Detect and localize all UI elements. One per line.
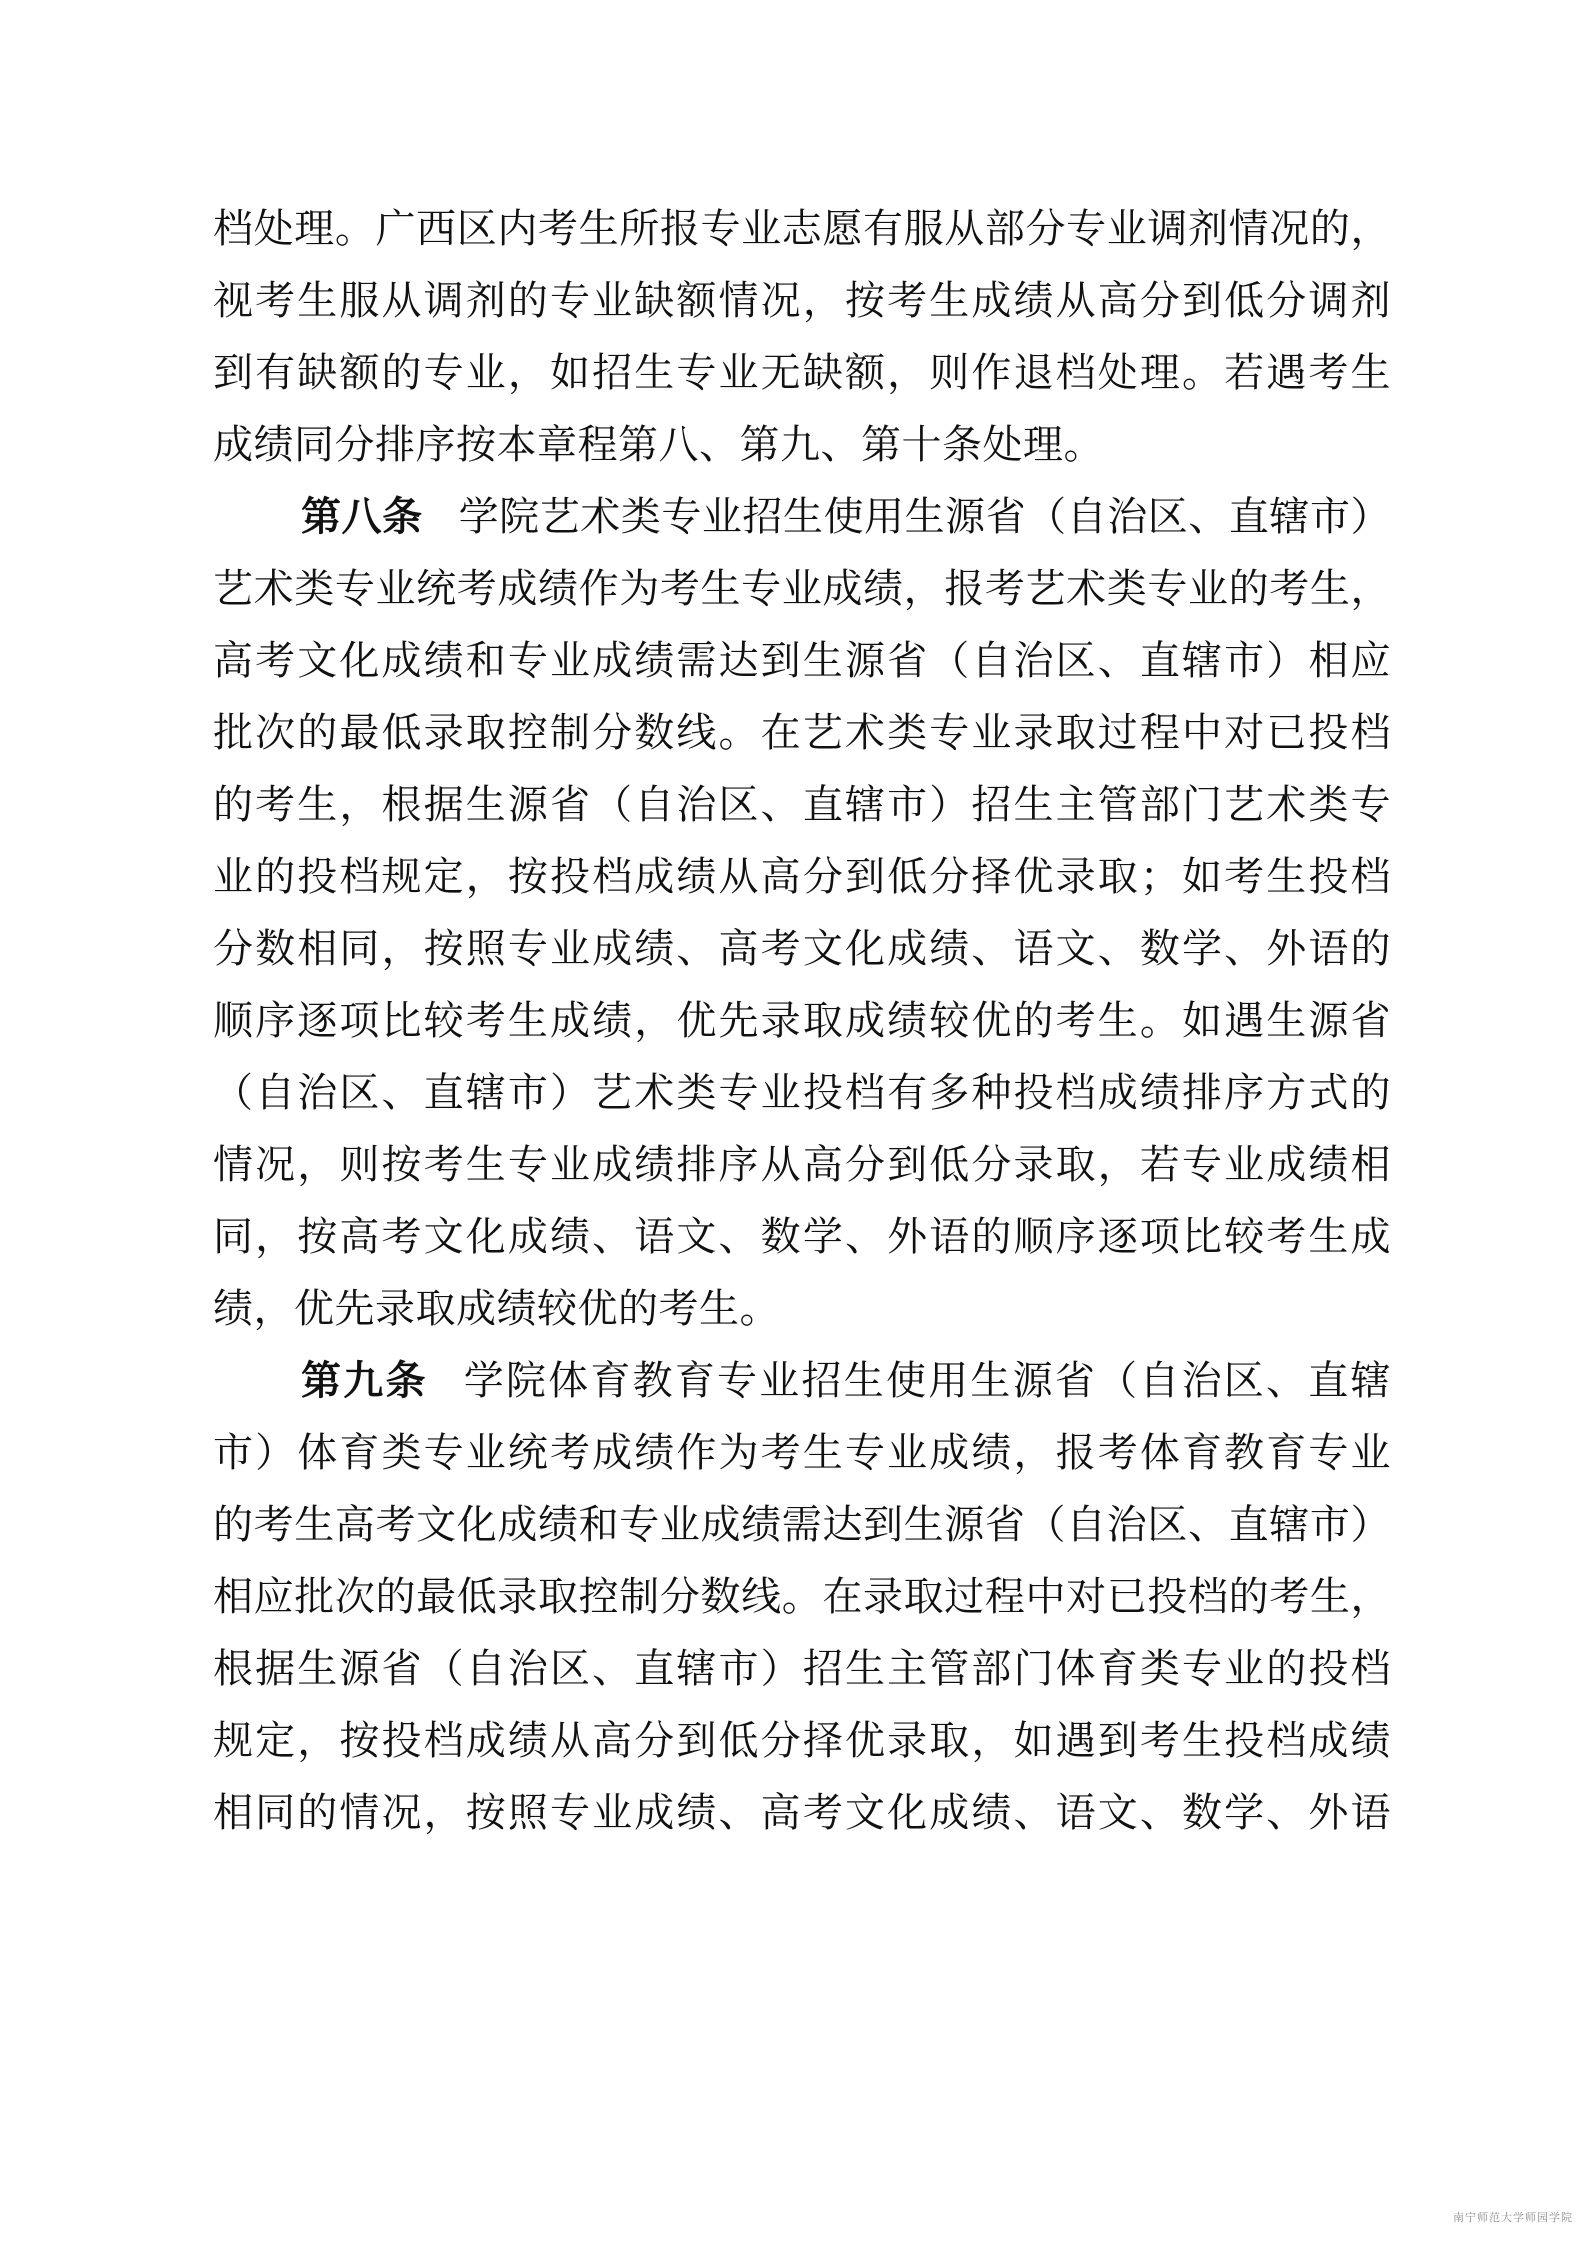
article-8-line-1 bbox=[301, 493, 1391, 541]
paragraph-1-line-4: 成绩同分排序按本章程第八、第九、第十条处理。 bbox=[213, 422, 1104, 468]
article-8-heading: 第八条 bbox=[301, 493, 423, 540]
paragraph-1-line-3: 到有缺额的专业，如招生专业无缺额，则作退档处理。若遇考生 bbox=[213, 350, 1391, 396]
article-9-line-2: 市）体育类专业统考成绩作为考生专业成绩，报考体育教育专业 bbox=[213, 1430, 1391, 1476]
article-8-line-5: 的考生，根据生源省（自治区、直辖市）招生主管部门艺术类专 bbox=[213, 782, 1391, 828]
article-9-line-7: 相同的情况，按照专业成绩、高考文化成绩、语文、数学、外语 bbox=[213, 1790, 1391, 1836]
article-8-line-9: （自治区、直辖市）艺术类专业投档有多种投档成绩排序方式的 bbox=[213, 1070, 1391, 1116]
article-8-line-11: 同，按高考文化成绩、语文、数学、外语的顺序逐项比较考生成 bbox=[213, 1214, 1391, 1260]
paragraph-1-line-2: 视考生服从调剂的专业缺额情况，按考生成绩从高分到低分调剂 bbox=[213, 278, 1391, 324]
article-9-line-1 bbox=[301, 1357, 1391, 1405]
article-8-line-12: 绩，优先录取成绩较优的考生。 bbox=[213, 1286, 780, 1332]
article-8-line-4: 批次的最低录取控制分数线。在艺术类专业录取过程中对已投档 bbox=[213, 710, 1391, 756]
article-8-line-2: 艺术类专业统考成绩作为考生专业成绩，报考艺术类专业的考生， bbox=[213, 566, 1391, 612]
paragraph-1-line-1: 档处理。广西区内考生所报专业志愿有服从部分专业调剂情况的， bbox=[213, 206, 1391, 252]
article-8-line-10: 情况，则按考生专业成绩排序从高分到低分录取，若专业成绩相 bbox=[213, 1142, 1391, 1188]
article-9-line-4: 相应批次的最低录取控制分数线。在录取过程中对已投档的考生， bbox=[213, 1574, 1391, 1620]
watermark: 南宁师范大学师园学院 bbox=[1453, 2211, 1573, 2224]
article-8-line-1-text: 学院艺术类专业招生使用生源省（自治区、直辖市） bbox=[458, 494, 1392, 540]
article-9-line-6: 规定，按投档成绩从高分到低分择优录取，如遇到考生投档成绩 bbox=[213, 1718, 1391, 1764]
article-9-line-1-text: 学院体育教育专业招生使用生源省（自治区、直辖 bbox=[463, 1358, 1391, 1404]
article-8-line-6: 业的投档规定，按投档成绩从高分到低分择优录取；如考生投档 bbox=[213, 854, 1391, 900]
article-8-line-3: 高考文化成绩和专业成绩需达到生源省（自治区、直辖市）相应 bbox=[213, 638, 1391, 684]
article-9-line-5: 根据生源省（自治区、直辖市）招生主管部门体育类专业的投档 bbox=[213, 1646, 1391, 1692]
article-9-line-3: 的考生高考文化成绩和专业成绩需达到生源省（自治区、直辖市） bbox=[213, 1502, 1391, 1548]
article-8-line-8: 顺序逐项比较考生成绩，优先录取成绩较优的考生。如遇生源省 bbox=[213, 998, 1391, 1044]
article-8-line-7: 分数相同，按照专业成绩、高考文化成绩、语文、数学、外语的 bbox=[213, 926, 1391, 972]
article-9-heading: 第九条 bbox=[301, 1357, 428, 1404]
